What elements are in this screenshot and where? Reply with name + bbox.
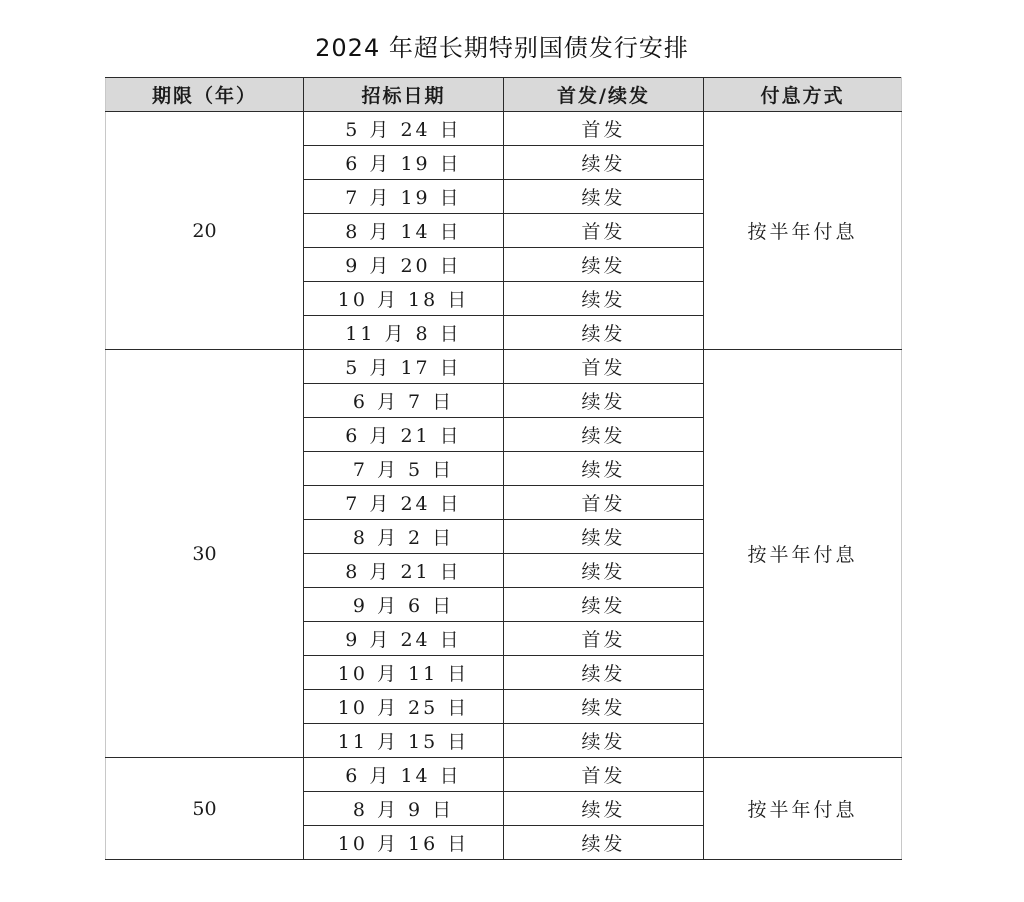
issue-type-cell: 续发 [504,282,704,316]
auction-date-cell: 6 月 21 日 [304,418,504,452]
header-auction-date: 招标日期 [304,78,504,112]
issue-type-cell: 首发 [504,486,704,520]
term-cell: 50 [106,758,304,860]
header-issue-type: 首发/续发 [504,78,704,112]
auction-date-cell: 6 月 7 日 [304,384,504,418]
auction-date-cell: 11 月 15 日 [304,724,504,758]
issue-type-cell: 续发 [504,792,704,826]
issue-type-cell: 续发 [504,452,704,486]
table-row [106,350,902,384]
table-header-row [106,78,902,112]
auction-date-cell: 9 月 20 日 [304,248,504,282]
term-cell: 20 [106,112,304,350]
bond-issuance-table [105,77,902,860]
issue-type-cell: 续发 [504,384,704,418]
auction-date-cell: 7 月 5 日 [304,452,504,486]
issue-type-cell: 续发 [504,418,704,452]
auction-date-cell: 10 月 11 日 [304,656,504,690]
header-interest-method: 付息方式 [704,78,902,112]
interest-method-cell: 按半年付息 [704,758,902,860]
issue-type-cell: 首发 [504,350,704,384]
auction-date-cell: 9 月 24 日 [304,622,504,656]
issue-type-cell: 续发 [504,826,704,860]
issue-type-cell: 续发 [504,146,704,180]
auction-date-cell: 9 月 6 日 [304,588,504,622]
auction-date-cell: 8 月 14 日 [304,214,504,248]
auction-date-cell: 10 月 18 日 [304,282,504,316]
issue-type-cell: 续发 [504,554,704,588]
auction-date-cell: 7 月 19 日 [304,180,504,214]
auction-date-cell: 10 月 25 日 [304,690,504,724]
auction-date-cell: 8 月 2 日 [304,520,504,554]
table-row [106,112,902,146]
document-title: 2024 年超长期特别国债发行安排 [315,34,689,62]
auction-date-cell: 8 月 21 日 [304,554,504,588]
interest-method-cell: 按半年付息 [704,112,902,350]
issue-type-cell: 续发 [504,520,704,554]
term-cell: 30 [106,350,304,758]
issue-type-cell: 续发 [504,690,704,724]
header-term: 期限（年） [106,78,304,112]
auction-date-cell: 5 月 17 日 [304,350,504,384]
auction-date-cell: 8 月 9 日 [304,792,504,826]
issue-type-cell: 续发 [504,180,704,214]
auction-date-cell: 7 月 24 日 [304,486,504,520]
issue-type-cell: 续发 [504,656,704,690]
issue-type-cell: 首发 [504,758,704,792]
issue-type-cell: 首发 [504,214,704,248]
table-body [106,112,902,860]
issue-type-cell: 首发 [504,622,704,656]
issue-type-cell: 首发 [504,112,704,146]
interest-method-cell: 按半年付息 [704,350,902,758]
issue-type-cell: 续发 [504,316,704,350]
issue-type-cell: 续发 [504,588,704,622]
auction-date-cell: 10 月 16 日 [304,826,504,860]
auction-date-cell: 6 月 14 日 [304,758,504,792]
auction-date-cell: 6 月 19 日 [304,146,504,180]
issue-type-cell: 续发 [504,248,704,282]
auction-date-cell: 11 月 8 日 [304,316,504,350]
issue-type-cell: 续发 [504,724,704,758]
table-row [106,758,902,792]
auction-date-cell: 5 月 24 日 [304,112,504,146]
